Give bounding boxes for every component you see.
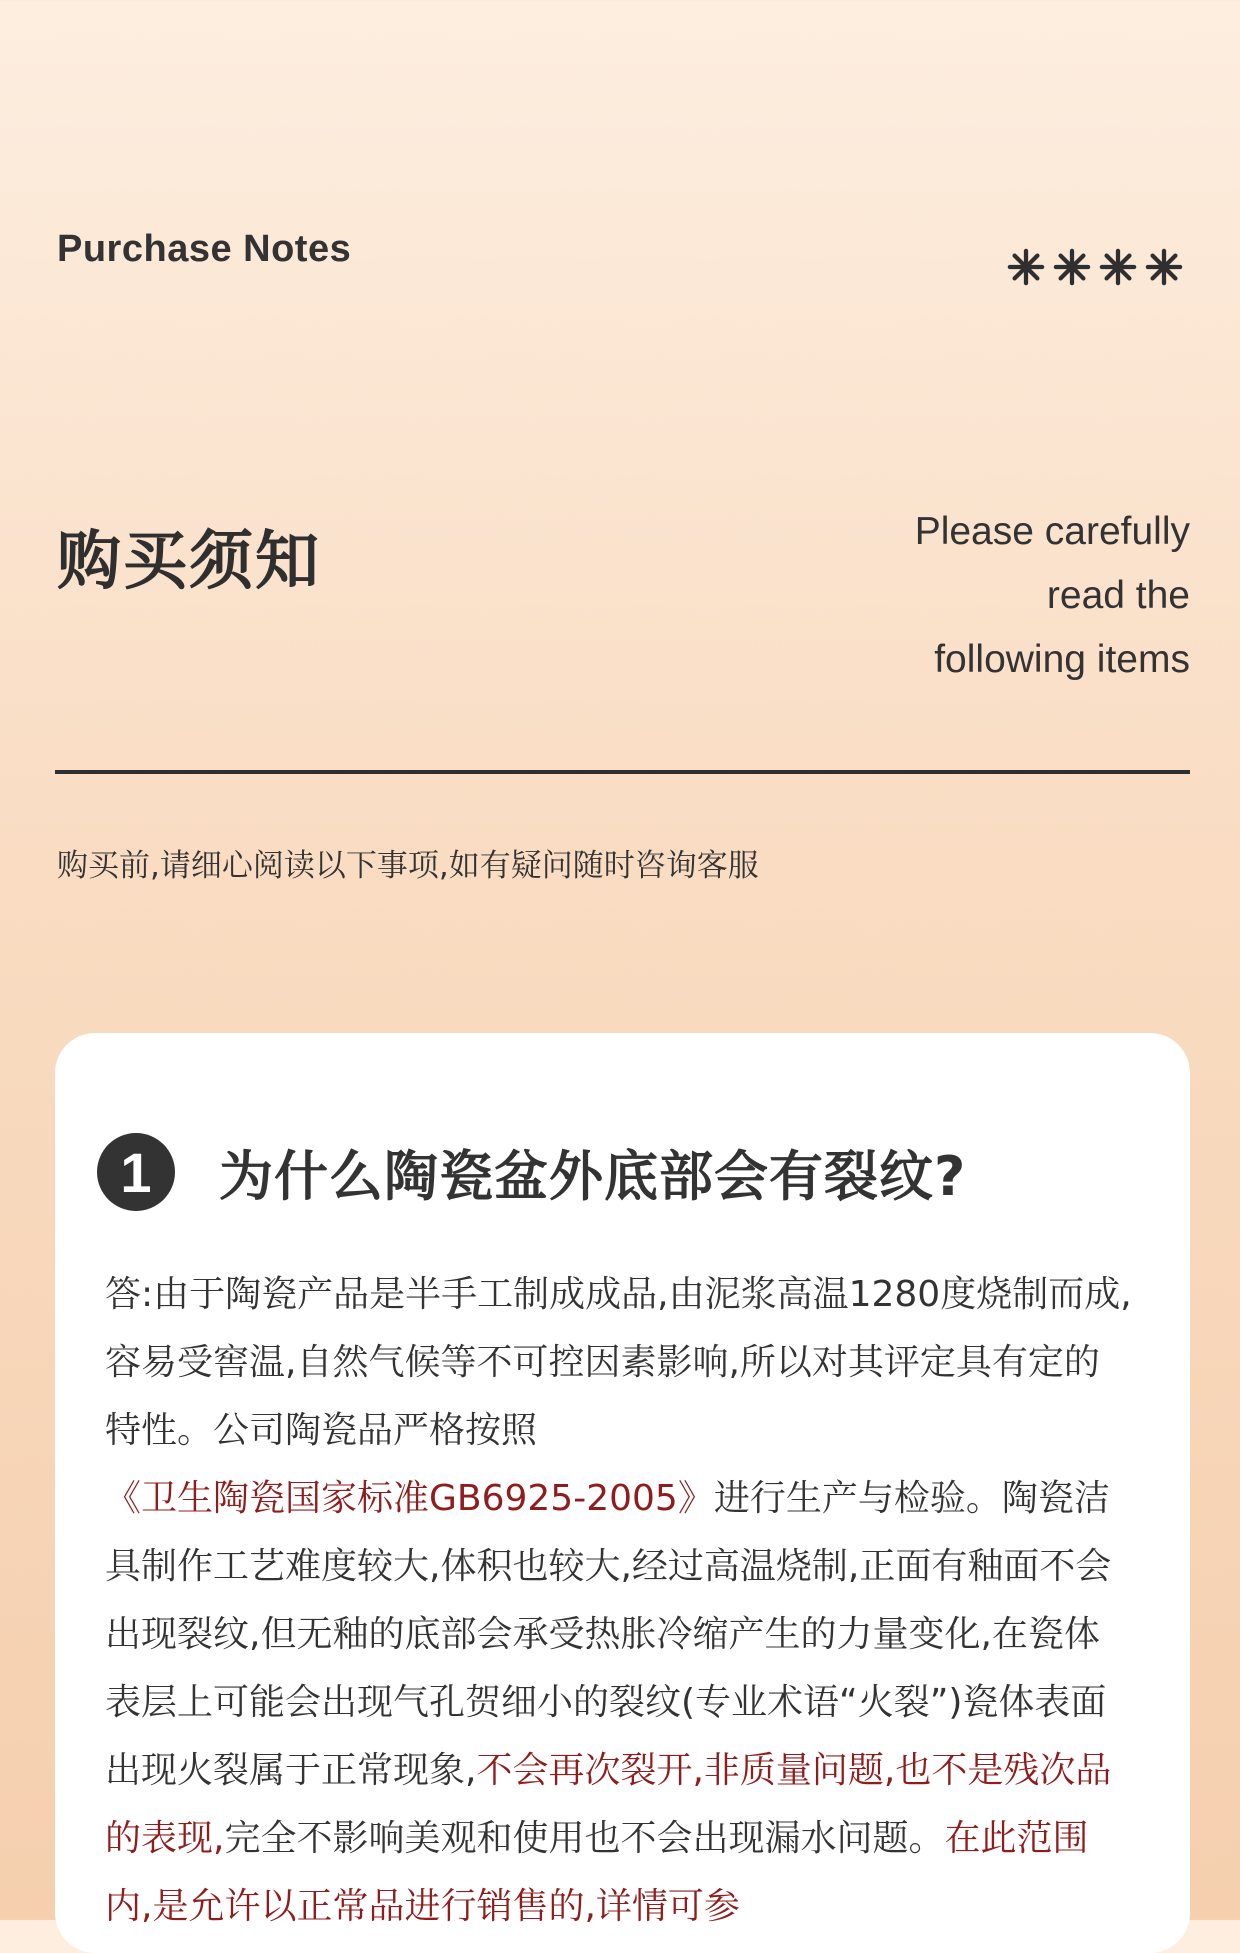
page-subtitle [915, 500, 1190, 692]
answer-segment: 答:由于陶瓷产品是半手工制成成品,由泥浆高温1280度烧制而成,容易受窖温,自然气候等不可控因素影响,所以对其评定具有定的特性。公司陶瓷品严格按照 [105, 1274, 1132, 1451]
page-title: 购买须知 [57, 525, 321, 599]
asterisk-star-icon [1007, 248, 1045, 286]
asterisk-star-icon [1099, 248, 1137, 286]
divider [55, 770, 1190, 774]
faq-card [55, 1033, 1190, 1953]
answer-emphasis: 在此范围内,是允许以正常品进行销售的,详情可参 [105, 1818, 1089, 1927]
question-number-badge: 1 [97, 1133, 175, 1211]
section-label: Purchase Notes [57, 228, 352, 270]
asterisk-star-icon [1145, 248, 1183, 286]
answer-segment: 进行生产与检验。陶瓷洁具制作工艺难度较大,体积也较大,经过高温烧制,正面有釉面不会出现裂纹,但无釉的底部会承受热胀冷缩产生的力量变化,在瓷体表层上可能会出现气孔贺细小的裂纹(专业术语“火裂”)瓷体表面出现火裂属于正常现象, [105, 1478, 1112, 1791]
answer-emphasis: 《卫生陶瓷国家标准GB6925-2005》 [105, 1478, 714, 1519]
answer-emphasis: 不会再次裂开,非质量问题,也不是残次品的表现, [105, 1750, 1112, 1859]
question-text: 为什么陶瓷盆外底部会有裂纹? [219, 1144, 967, 1208]
subtitle-line: Please carefully [914, 510, 1190, 553]
asterisk-star-icon [1053, 248, 1091, 286]
answer-paragraph [105, 1261, 1135, 1941]
subtitle-line: read the [1046, 574, 1190, 617]
question-heading [97, 1133, 966, 1211]
subtitle-line: following items [934, 638, 1190, 681]
intro-text: 购买前,请细心阅读以下事项,如有疑问随时咨询客服 [57, 848, 759, 884]
decorative-stars [1007, 248, 1183, 286]
answer-segment: 完全不影响美观和使用也不会出现漏水问题。 [224, 1818, 945, 1859]
